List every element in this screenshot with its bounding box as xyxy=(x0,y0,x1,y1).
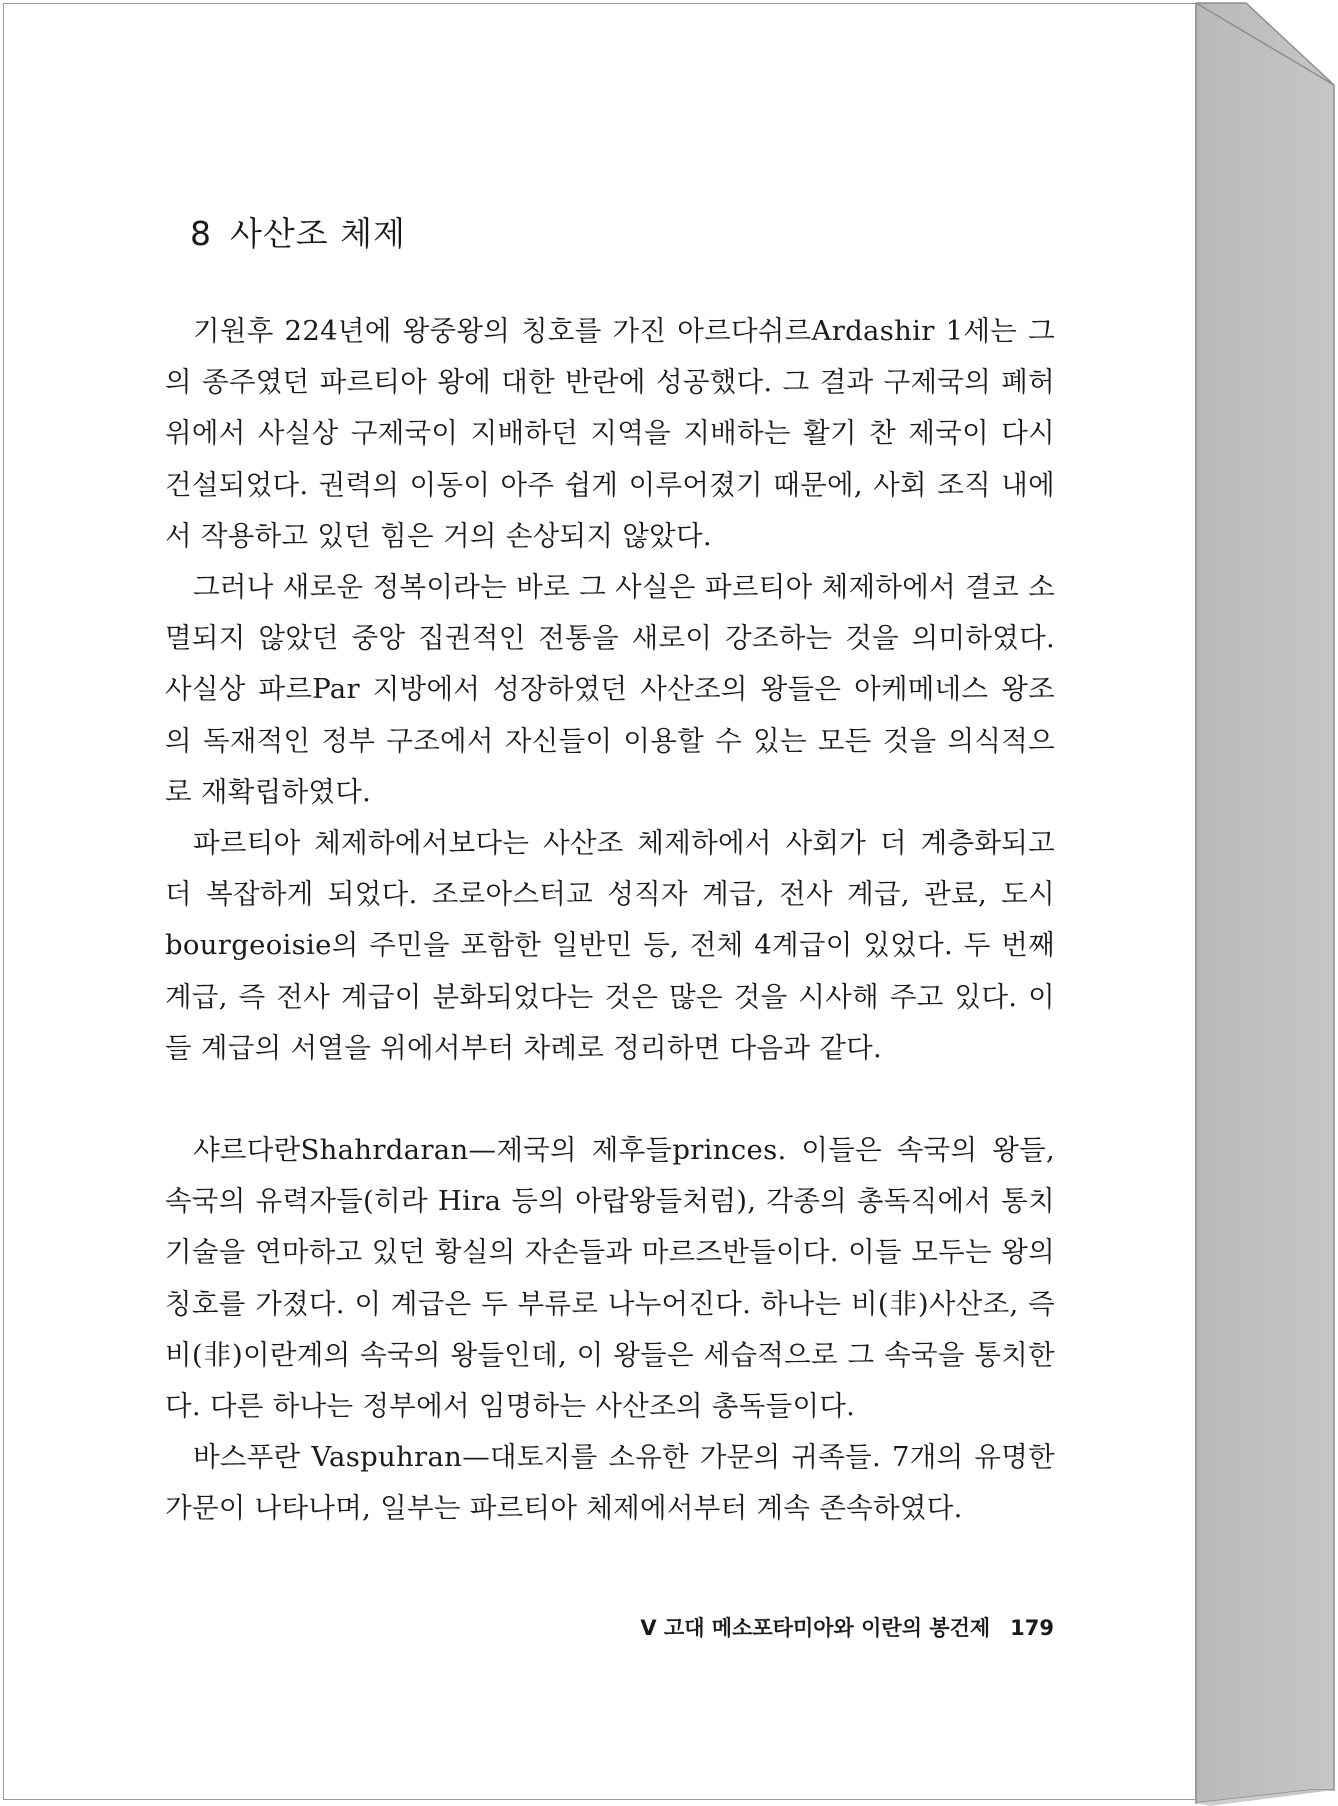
paragraph: 바스푸란 Vaspuhran—대토지를 소유한 가문의 귀족들. 7개의 유명한 가문이 나타나며, 일부는 파르티아 체제에서부터 계속 존속하였다. xyxy=(165,1441,1055,1525)
paragraph: 파르티아 체제하에서보다는 사산조 체제하에서 사회가 더 계층화되고 더 복잡하게 되었다. 조로아스터교 성직자 계급, 전사 계급, 관료, 도시 bourgeoisie의 주민을 포함한 일반민 등, 전체 4계급이 있었다. 두 번째 계급, 즉 전사 계급이 분화되었다는 것은 많은 것을 시사해 주고 있다. 이들 계급의 서열을 위에서부터 차례로 정리하면 다음과 같다. xyxy=(165,827,1055,1064)
section-title: 사산조 체제 xyxy=(230,214,406,253)
paragraph: 기원후 224년에 왕중왕의 칭호를 가진 아르다쉬르Ardashir 1세는 그의 종주였던 파르티아 왕에 대한 반란에 성공했다. 그 결과 구제국의 폐허 위에서 사실상 구제국이 지배하던 지역을 지배하는 활기 찬 제국이 다시 건설되었다. 권력의 이동이 아주 쉽게 이루어졌기 때문에, 사회 조직 내에서 작용하고 있던 힘은 거의 손상되지 않았다. xyxy=(165,315,1055,552)
section-number: 8 xyxy=(190,214,212,253)
page-number: 179 xyxy=(1010,1616,1054,1640)
body-text xyxy=(165,306,1055,1535)
section-heading xyxy=(190,208,406,255)
paragraph: 그러나 새로운 정복이라는 바로 그 사실은 파르티아 체제하에서 결코 소멸되지 않았던 중앙 집권적인 전통을 새로이 강조하는 것을 의미하였다. 사실상 파르Par 지방에서 성장하였던 사산조의 왕들은 아케메네스 왕조의 독재적인 정부 구조에서 자신들이 이용할 수 있는 모든 것을 의식적으로 재확립하였다. xyxy=(165,571,1055,808)
paragraph: 샤르다란Shahrdaran—제국의 제후들princes. 이들은 속국의 왕들, 속국의 유력자들(히라 Hira 등의 아랍왕들처럼), 각종의 총독직에서 통치 기술을 연마하고 있던 황실의 자손들과 마르즈반들이다. 이들 모두는 왕의 칭호를 가졌다. 이 계급은 두 부류로 나누어진다. 하나는 비(非)사산조, 즉 비(非)이란계의 속국의 왕들인데, 이 왕들은 세습적으로 그 속국을 통치한다. 다른 하나는 정부에서 임명하는 사산조의 총독들이다. xyxy=(165,1134,1055,1423)
paragraph-gap xyxy=(165,1074,1055,1125)
page-footer xyxy=(640,1612,1054,1642)
running-head: V 고대 메소포타미아와 이란의 봉건제 xyxy=(640,1616,991,1640)
